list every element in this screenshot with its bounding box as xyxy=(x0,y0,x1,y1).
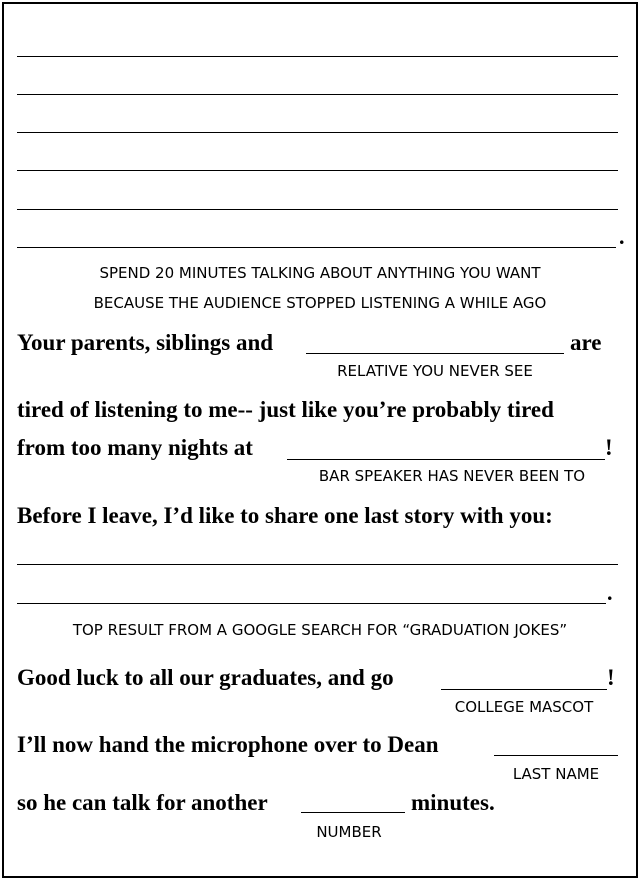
period-mark: . xyxy=(607,580,613,605)
writing-line[interactable] xyxy=(17,247,616,248)
luck-sentence-end: ! xyxy=(607,665,615,690)
story-line[interactable] xyxy=(17,564,618,565)
period-mark: . xyxy=(619,224,625,249)
joke-hint: TOP RESULT FROM A GOOGLE SEARCH FOR “GRADUATION JOKES” xyxy=(72,621,568,639)
last-name-blank[interactable] xyxy=(494,755,618,756)
writing-line[interactable] xyxy=(17,209,618,210)
minutes-sentence-end: minutes. xyxy=(411,790,495,815)
bar-sentence-text: from too many nights at xyxy=(17,435,253,460)
writing-line[interactable] xyxy=(17,170,618,171)
dean-sentence-text: I’ll now hand the microphone over to Dean xyxy=(17,732,439,757)
mascot-blank[interactable] xyxy=(441,689,607,690)
minutes-sentence-text: so he can talk for another xyxy=(17,790,268,815)
bar-blank[interactable] xyxy=(287,459,605,460)
story-sentence-text: Before I leave, I’d like to share one last story with you: xyxy=(17,503,553,528)
luck-sentence-text: Good luck to all our graduates, and go xyxy=(17,665,394,690)
number-hint: NUMBER xyxy=(316,823,382,841)
parents-sentence-end: are xyxy=(570,330,602,355)
mascot-hint: COLLEGE MASCOT xyxy=(454,698,594,716)
instruction-line-2: BECAUSE THE AUDIENCE STOPPED LISTENING A WHILE AGO xyxy=(93,294,547,312)
relative-blank[interactable] xyxy=(306,353,564,354)
last-name-hint: LAST NAME xyxy=(512,765,600,783)
writing-line[interactable] xyxy=(17,94,618,95)
parents-sentence-text: Your parents, siblings and xyxy=(17,330,274,355)
bar-sentence-end: ! xyxy=(605,435,613,460)
bar-hint: BAR SPEAKER HAS NEVER BEEN TO xyxy=(318,467,586,485)
relative-hint: RELATIVE YOU NEVER SEE xyxy=(337,362,533,380)
tired-sentence-line: tired of listening to me-- just like you’re probably tired xyxy=(17,397,554,422)
writing-line[interactable] xyxy=(17,56,618,57)
writing-line[interactable] xyxy=(17,132,618,133)
instruction-line-1: SPEND 20 MINUTES TALKING ABOUT ANYTHING YOU WANT xyxy=(99,264,541,282)
story-line[interactable] xyxy=(17,603,606,604)
number-blank[interactable] xyxy=(301,812,405,813)
